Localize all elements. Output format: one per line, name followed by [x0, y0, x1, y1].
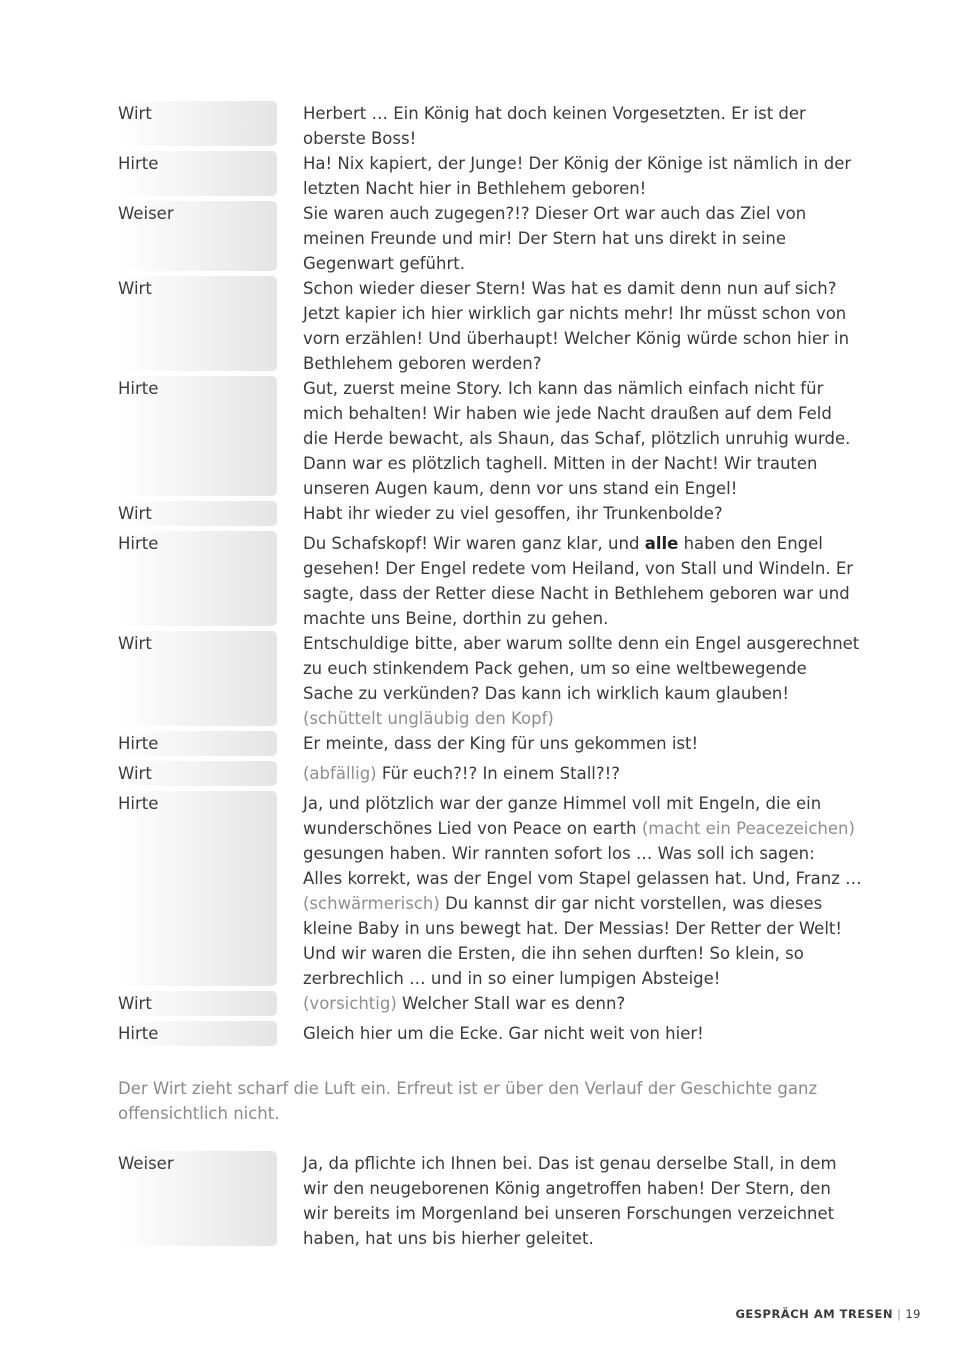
- speech-segment: unseren Augen kaum, denn vor uns stand ein Engel!: [303, 479, 738, 498]
- stage-direction: (macht ein Peacezeichen): [641, 819, 855, 838]
- speech-segment: vorn erzählen! Und überhaupt! Welcher König würde schon hier in: [303, 329, 850, 348]
- speech-segment: oberste Boss!: [303, 129, 417, 148]
- speech-segment: Welcher Stall war es denn?: [396, 994, 626, 1013]
- speech-text: [303, 101, 858, 151]
- speech-text: [303, 531, 858, 631]
- speaker-name: Wirt: [118, 504, 152, 523]
- dialogue-block: [118, 501, 858, 531]
- speaker-label: [118, 101, 277, 146]
- speech-line: [303, 1151, 858, 1176]
- speech-line: [303, 916, 859, 941]
- speech-segment: Und wir waren die Ersten, die ihn sehen durften! So klein, so: [303, 944, 804, 963]
- dialogue-block: [118, 991, 858, 1021]
- speech-segment: Jetzt kapier ich hier wirklich gar nichts mehr! Ihr müsst schon von: [303, 304, 847, 323]
- page-number: 19: [905, 1307, 921, 1321]
- speech-line: [303, 226, 858, 251]
- dialogue-block: [118, 531, 858, 631]
- speech-line: [303, 866, 862, 891]
- speech-line: [303, 556, 858, 581]
- speech-segment: sagte, dass der Retter diese Nacht in Bethlehem geboren war und: [303, 584, 850, 603]
- speech-segment: Er meinte, dass der King für uns gekommen ist!: [303, 734, 699, 753]
- speaker-name: Hirte: [118, 534, 159, 553]
- speech-line: [303, 816, 859, 841]
- speech-segment: Ja, da pflichte ich Ihnen bei. Das ist genau derselbe Stall, in dem: [303, 1154, 837, 1173]
- speech-line: [303, 351, 858, 376]
- dialogue-block: [118, 731, 858, 761]
- footer-title: GESPRÄCH AM TRESEN: [735, 1307, 893, 1321]
- speech-segment: zerbrechlich … und in so einer lumpigen Absteige!: [303, 969, 721, 988]
- stage-direction: (abfällig): [303, 764, 377, 783]
- stage-narration: [118, 1076, 858, 1126]
- speech-text: [303, 991, 858, 1021]
- stage-direction: (schüttelt ungläubig den Kopf): [303, 709, 554, 728]
- speech-segment: Sie waren auch zugegen?!? Dieser Ort war auch das Ziel von: [303, 204, 807, 223]
- speech-line: [303, 326, 858, 351]
- speech-text: [303, 201, 858, 276]
- speech-segment: wunderschönes Lied von Peace on earth: [303, 819, 642, 838]
- speaker-label: [118, 1021, 277, 1046]
- speaker-label: [118, 531, 277, 626]
- speech-segment: letzten Nacht hier in Bethlehem geboren!: [303, 179, 647, 198]
- dialogue-block: [118, 151, 858, 201]
- speech-segment: gesungen haben. Wir rannten sofort los … Was soll ich sagen:: [303, 844, 815, 863]
- emphasis-text: alle: [644, 534, 679, 553]
- speech-line: [303, 681, 859, 706]
- speech-segment: Du Schafskopf! Wir waren ganz klar, und: [303, 534, 645, 553]
- speaker-name: Wirt: [118, 764, 152, 783]
- speaker-label: [118, 151, 277, 196]
- speech-segment: Dann war es plötzlich taghell. Mitten in der Nacht! Wir trauten: [303, 454, 818, 473]
- speech-line: [303, 451, 858, 476]
- dialogue-block: [118, 276, 858, 376]
- speech-line: [303, 126, 858, 151]
- speech-segment: Ja, und plötzlich war der ganze Himmel voll mit Engeln, die ein: [303, 794, 822, 813]
- speech-line: [303, 731, 858, 756]
- speaker-label: [118, 276, 277, 371]
- speech-line: [303, 606, 858, 631]
- speech-line: [303, 791, 859, 816]
- speech-segment: haben, hat uns bis hierher geleitet.: [303, 1229, 594, 1248]
- speaker-label: [118, 731, 277, 756]
- stage-direction: (schwärmerisch): [303, 894, 440, 913]
- speaker-name: Hirte: [118, 1024, 159, 1043]
- speech-line: [303, 1201, 858, 1226]
- speech-text: [303, 501, 858, 531]
- speech-line: [303, 276, 858, 301]
- speech-text: [303, 1151, 858, 1251]
- speech-text: [303, 631, 859, 731]
- speech-text: [303, 376, 858, 501]
- speech-segment: meinen Freunde und mir! Der Stern hat uns direkt in seine: [303, 229, 787, 248]
- speech-segment: Sache zu verkünden? Das kann ich wirklich kaum glauben!: [303, 684, 790, 703]
- speech-segment: wir den neugeborenen König angetroffen haben! Der Stern, den: [303, 1179, 831, 1198]
- speech-text: [303, 731, 858, 761]
- speaker-label: [118, 501, 277, 526]
- speech-line: [303, 301, 858, 326]
- speaker-label: [118, 791, 277, 986]
- speech-line: [303, 531, 858, 556]
- speaker-name: Wirt: [118, 104, 152, 123]
- speech-line: [303, 941, 859, 966]
- speech-segment: Gegenwart geführt.: [303, 254, 465, 273]
- speech-segment: Herbert … Ein König hat doch keinen Vorgesetzten. Er ist der: [303, 104, 806, 123]
- speech-line: [303, 1021, 858, 1046]
- speech-line: [303, 176, 858, 201]
- page-footer: [735, 1307, 921, 1321]
- dialogue-block: [118, 1151, 858, 1251]
- speech-segment: Ha! Nix kapiert, der Junge! Der König der Könige ist nämlich in der: [303, 154, 852, 173]
- speaker-name: Hirte: [118, 379, 159, 398]
- dialogue-block: [118, 1021, 858, 1051]
- speech-segment: Alles korrekt, was der Engel vom Stapel gelassen hat. Und, Franz …: [303, 869, 862, 888]
- speaker-name: Wirt: [118, 994, 152, 1013]
- speech-segment: wir bereits im Morgenland bei unseren Forschungen verzeichnet: [303, 1204, 835, 1223]
- speech-line: [303, 251, 858, 276]
- narration-line: Der Wirt zieht scharf die Luft ein. Erfreut ist er über den Verlauf der Geschichte ganz: [118, 1079, 818, 1098]
- speaker-name: Wirt: [118, 279, 152, 298]
- speech-line: [303, 376, 858, 401]
- speaker-name: Hirte: [118, 734, 159, 753]
- footer-separator: |: [896, 1307, 902, 1321]
- speaker-label: [118, 1151, 277, 1246]
- speech-line: [303, 151, 858, 176]
- speaker-name: Hirte: [118, 794, 159, 813]
- speech-segment: mich behalten! Wir haben wie jede Nacht draußen auf dem Feld: [303, 404, 832, 423]
- speech-text: [303, 151, 858, 201]
- speech-text: [303, 791, 862, 991]
- speaker-label: [118, 991, 277, 1016]
- speech-line: [303, 1176, 858, 1201]
- dialogue-section: [118, 1151, 858, 1251]
- speech-segment: haben den Engel: [678, 534, 823, 553]
- dialogue-block: [118, 791, 862, 991]
- speech-line: [303, 501, 858, 526]
- speech-segment: Entschuldige bitte, aber warum sollte denn ein Engel ausgerechnet: [303, 634, 860, 653]
- speaker-label: [118, 201, 277, 271]
- speech-line: [303, 201, 858, 226]
- script-page: [118, 101, 862, 1251]
- speech-segment: kleine Baby in uns bewegt hat. Der Messias! Der Retter der Welt!: [303, 919, 842, 938]
- speech-line: [303, 581, 858, 606]
- speech-segment: Du kannst dir gar nicht vorstellen, was dieses: [439, 894, 823, 913]
- speech-segment: machte uns Beine, dorthin zu gehen.: [303, 609, 609, 628]
- narration-line: offensichtlich nicht.: [118, 1104, 280, 1123]
- speaker-name: Wirt: [118, 634, 152, 653]
- speech-line: [303, 991, 858, 1016]
- dialogue-block: [118, 376, 858, 501]
- speech-line: [303, 631, 859, 656]
- speech-line: [303, 891, 859, 916]
- speech-line: [303, 706, 859, 731]
- dialogue-block: [118, 201, 858, 276]
- speech-segment: zu euch stinkendem Pack gehen, um so eine weltbewegende: [303, 659, 807, 678]
- speech-segment: Gleich hier um die Ecke. Gar nicht weit von hier!: [303, 1024, 704, 1043]
- speech-line: [303, 101, 858, 126]
- speaker-label: [118, 761, 277, 786]
- speaker-name: Weiser: [118, 204, 174, 223]
- speech-segment: Gut, zuerst meine Story. Ich kann das nämlich einfach nicht für: [303, 379, 824, 398]
- dialogue-section: [118, 101, 862, 1051]
- speaker-label: [118, 376, 277, 496]
- dialogue-block: [118, 761, 858, 791]
- dialogue-block: [118, 631, 858, 731]
- speech-segment: die Herde bewacht, als Shaun, das Schaf, plötzlich unruhig wurde.: [303, 429, 851, 448]
- stage-direction: (vorsichtig): [303, 994, 397, 1013]
- speech-text: [303, 276, 858, 376]
- speech-text: [303, 1021, 858, 1051]
- speech-segment: Für euch?!? In einem Stall?!?: [376, 764, 621, 783]
- speech-text: [303, 761, 858, 791]
- speaker-name: Hirte: [118, 154, 159, 173]
- speech-line: [303, 656, 859, 681]
- speech-segment: Bethlehem geboren werden?: [303, 354, 542, 373]
- speech-line: [303, 401, 858, 426]
- speech-line: [303, 476, 858, 501]
- speech-segment: gesehen! Der Engel redete vom Heiland, von Stall und Windeln. Er: [303, 559, 854, 578]
- speech-line: [303, 426, 858, 451]
- speech-line: [303, 841, 859, 866]
- speech-line: [303, 1226, 858, 1251]
- speech-line: [303, 761, 858, 786]
- dialogue-block: [118, 101, 858, 151]
- speaker-label: [118, 631, 277, 726]
- speech-segment: Habt ihr wieder zu viel gesoffen, ihr Trunkenbolde?: [303, 504, 723, 523]
- speaker-name: Weiser: [118, 1154, 174, 1173]
- speech-segment: Schon wieder dieser Stern! Was hat es damit denn nun auf sich?: [303, 279, 837, 298]
- speech-line: [303, 966, 859, 991]
